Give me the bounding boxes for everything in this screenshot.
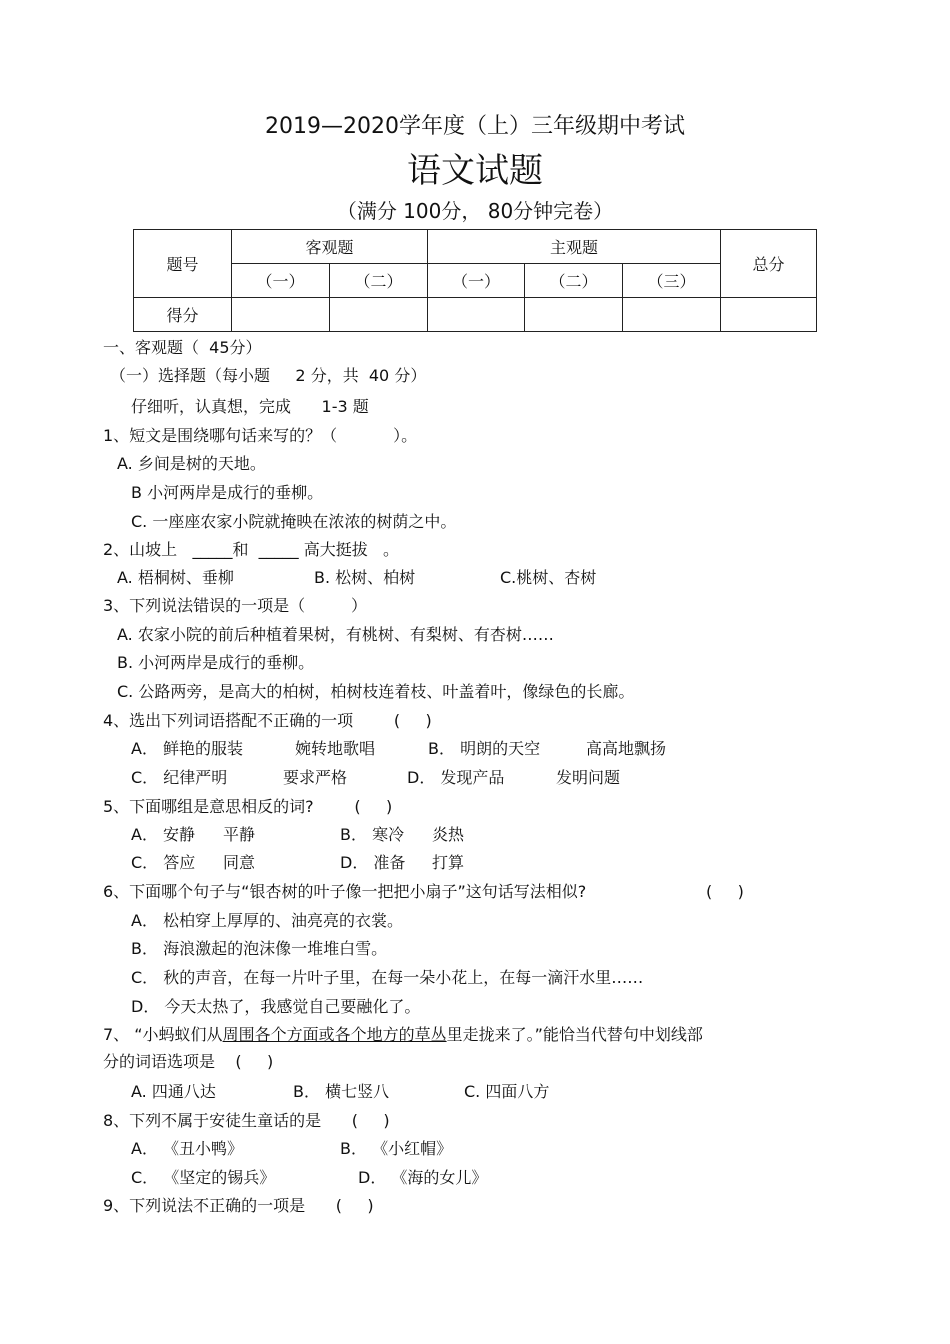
score-cell [428, 298, 525, 332]
question-3-option-c: C. 公路两旁，是高大的柏树，柏树枝连着枝、叶盖着叶，像绿色的长廊。 [117, 682, 635, 701]
header-zhuguan-1: （一） [428, 264, 525, 298]
question-8-option-a: A． 《丑小鸭》 [131, 1139, 244, 1158]
row-defen-label: 得分 [134, 298, 232, 332]
subsection-heading: （一）选择题（每小题 2 分，共 40 分） [110, 366, 427, 385]
question-5-option-a-word2: 平静 [223, 825, 256, 844]
question-3-option-b: B. 小河两岸是成行的垂柳。 [117, 653, 315, 672]
header-zongfen: 总分 [721, 230, 817, 298]
score-table [133, 229, 817, 332]
question-4-option-b: B． 明朗的天空 [428, 739, 541, 758]
question-1-option-c: C. 一座座农家小院就掩映在浓浓的树荫之中。 [131, 512, 457, 531]
question-7-stem-pre: 7、 “小蚂蚁们从 [103, 1025, 223, 1044]
score-cell [330, 298, 428, 332]
question-2-stem: 2、山坡上 _____和 _____ 高大挺拔 。 [103, 540, 399, 559]
question-1-stem: 1、短文是围绕哪句话来写的？（ ）。 [103, 426, 418, 445]
question-4-option-d: D． 发现产品 [407, 768, 505, 787]
question-6-option-c: C． 秋的声音，在每一片叶子里，在每一朵小花上，在每一滴汗水里…… [131, 968, 644, 987]
question-7-option-c: C. 四面八方 [464, 1082, 550, 1101]
question-4-option-a: A． 鲜艳的服装 [131, 739, 244, 758]
question-1-option-b: B 小河两岸是成行的垂柳。 [131, 483, 324, 502]
question-8-stem: 8、下列不属于安徒生童话的是 ( ) [103, 1111, 390, 1130]
question-5-option-a: A． 安静 [131, 825, 196, 844]
question-5-option-d-word2: 打算 [432, 853, 465, 872]
question-8-option-c: C． 《坚定的锡兵》 [131, 1168, 276, 1187]
question-4-option-c-word2: 要求严格 [283, 768, 348, 787]
header-keguan-1: （一） [232, 264, 330, 298]
question-1-option-a: A. 乡间是树的天地。 [117, 454, 266, 473]
exam-title-score-time: （满分 100分， 80分钟完卷） [336, 199, 614, 223]
header-tihao: 题号 [134, 230, 232, 298]
question-3-stem: 3、下列说法错误的一项是（ ） [103, 596, 367, 615]
question-5-option-d: D． 准备 [340, 853, 406, 872]
question-7-option-b: B． 横七竖八 [293, 1082, 390, 1101]
question-4-option-d-word2: 发明问题 [556, 768, 621, 787]
header-keguan: 客观题 [232, 230, 428, 264]
header-zhuguan-2: （二） [525, 264, 623, 298]
score-cell [623, 298, 721, 332]
question-5-option-b-word2: 炎热 [432, 825, 465, 844]
question-7-stem [103, 1025, 703, 1045]
question-6-answer-paren: ( ) [706, 882, 744, 901]
score-cell [525, 298, 623, 332]
question-8-option-b: B． 《小红帽》 [340, 1139, 453, 1158]
question-5-stem: 5、下面哪组是意思相反的词? ( ) [103, 797, 393, 816]
question-6-option-a: A． 松柏穿上厚厚的、油亮亮的衣裳。 [131, 911, 404, 930]
question-4-option-c: C． 纪律严明 [131, 768, 228, 787]
score-cell [232, 298, 330, 332]
question-2-option-c: C.桃树、杏树 [500, 568, 597, 587]
question-2-option-b: B. 松树、柏树 [314, 568, 416, 587]
question-7-stem-post: 里走拢来了。”能恰当代替句中划线部 [446, 1025, 703, 1044]
question-5-option-b: B． 寒冷 [340, 825, 405, 844]
question-6-stem: 6、下面哪个句子与“银杏树的叶子像一把把小扇子”这句话写法相似? [103, 882, 587, 901]
exam-title-line1: 2019—2020学年度（上）三年级期中考试 [265, 114, 685, 139]
header-keguan-2: （二） [330, 264, 428, 298]
question-7-stem-line2: 分的词语选项是 ( ) [103, 1052, 274, 1071]
question-5-option-c-word2: 同意 [223, 853, 256, 872]
question-9-stem: 9、下列说法不正确的一项是 ( ) [103, 1196, 374, 1215]
score-cell [721, 298, 817, 332]
question-4-stem: 4、选出下列词语搭配不正确的一项 ( ) [103, 711, 432, 730]
question-6-option-b: B． 海浪激起的泡沫像一堆堆白雪。 [131, 939, 388, 958]
question-7-option-a: A. 四通八达 [131, 1082, 216, 1101]
question-6-option-d: D． 今天太热了，我感觉自己要融化了。 [131, 997, 421, 1016]
question-8-option-d: D． 《海的女儿》 [358, 1168, 488, 1187]
header-zhuguan-3: （三） [623, 264, 721, 298]
section-heading: 一、客观题（ 45分） [103, 338, 262, 357]
question-5-option-c: C． 答应 [131, 853, 196, 872]
question-4-option-a-word2: 婉转地歌唱 [295, 739, 376, 758]
question-7-underlined-phrase: 周围各个方面或各个地方的草丛 [222, 1025, 447, 1044]
question-4-option-b-word2: 高高地飘扬 [586, 739, 667, 758]
exam-title-subject: 语文试题 [407, 151, 543, 191]
question-2-option-a: A. 梧桐树、垂柳 [117, 568, 234, 587]
listening-instruction: 仔细听，认真想，完成 1-3 题 [131, 397, 369, 416]
question-3-option-a: A. 农家小院的前后种植着果树，有桃树、有梨树、有杏树…… [117, 625, 554, 644]
header-zhuguan: 主观题 [428, 230, 721, 264]
